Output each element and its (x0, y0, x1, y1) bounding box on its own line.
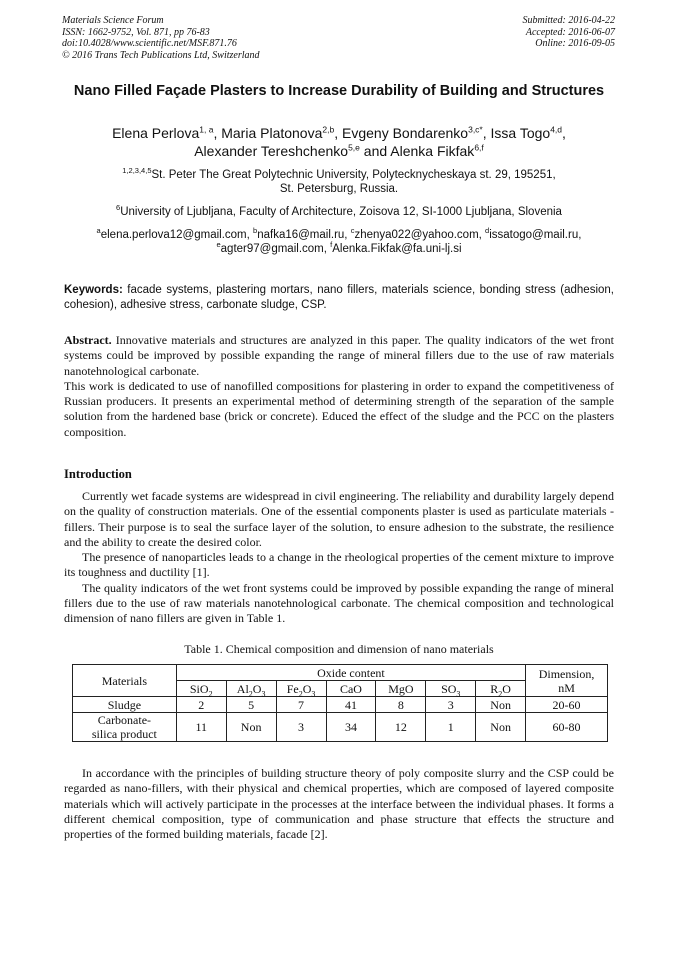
introduction-body (64, 489, 614, 627)
table-cell: 5 (226, 697, 276, 713)
oxide-header (226, 681, 276, 697)
table-cell: 11 (176, 713, 226, 742)
author-name: Alenka Fikfak (390, 143, 475, 159)
oxide-header (476, 681, 526, 697)
email-sup: e (216, 240, 221, 250)
email-address[interactable]: nafka16@mail.ru, (257, 229, 351, 241)
author-sep: and (359, 143, 391, 159)
formula-part: O (302, 681, 312, 696)
author-sup: 2,b (322, 124, 335, 135)
data-table (72, 664, 608, 742)
table-cell: 2 (176, 697, 226, 713)
header-dimension-unit: nM (558, 680, 575, 695)
journal-info (62, 15, 260, 61)
author (221, 125, 342, 141)
formula-part: SO (441, 681, 457, 696)
email-address[interactable]: issatogo@mail.ru, (489, 229, 582, 241)
formula-sub: 3 (311, 688, 316, 698)
author-list (40, 124, 638, 160)
author-sep: , (482, 125, 491, 141)
abstract-label: Abstract. (64, 333, 112, 347)
author-sep: , (213, 125, 222, 141)
keywords (64, 283, 614, 312)
table-cell: 41 (326, 697, 376, 713)
author (491, 125, 566, 141)
author-sup: 3,c* (468, 124, 483, 135)
abstract-paragraph (64, 333, 614, 379)
oxide-header (276, 681, 326, 697)
email-address[interactable]: elena.perlova12@gmail.com, (100, 229, 254, 241)
dates-info (523, 15, 616, 50)
formula-sub: 2 (498, 688, 503, 698)
email-sup: b (253, 226, 258, 236)
issn-line: ISSN: 1662-9752, Vol. 871, pp 76-83 (62, 26, 210, 38)
author (194, 143, 390, 159)
after-table-body (64, 766, 614, 842)
author-name: Issa Togo (490, 125, 551, 141)
affiliation-sup: 6 (116, 203, 121, 213)
paragraph: In accordance with the principles of building structure theory of poly composite slurry and the CSP could be regarded as nano-fillers, with their physical and chemical properties, which are composed of layered composite materials which will actively participate in the processes at the interface between the individual phases. It forms a different chemical composition, type of communication and phase structure that effects the structure and properties of the formed building materials, facade [2]. (64, 766, 614, 842)
affiliation-text: St. Petersburg, Russia. (279, 183, 399, 195)
formula-sub: 2 (248, 688, 253, 698)
formula-part: CaO (339, 681, 362, 696)
author (112, 125, 221, 141)
table-cell: 12 (376, 713, 426, 742)
email-address[interactable]: agter97@gmail.com, (220, 243, 331, 255)
section-heading: Introduction (64, 467, 132, 481)
author (390, 143, 484, 159)
header-materials: Materials (73, 665, 177, 697)
table-cell: Non (476, 713, 526, 742)
author-name: Maria Platonova (221, 125, 323, 141)
oxide-header (326, 681, 376, 697)
email-sup: f (330, 240, 333, 250)
material-line: silica product (91, 727, 157, 741)
table-cell: Non (476, 697, 526, 713)
author-name: Elena Perlova (112, 125, 200, 141)
affiliation-text: University of Ljubljana, Faculty of Architecture, Zoisova 12, SI-1000 Ljubljana, Slovenia (120, 206, 562, 218)
formula-part: MgO (388, 681, 414, 696)
author-sup: 5,e (348, 142, 360, 153)
email-address[interactable]: Alenka.Fikfak@fa.uni-lj.si (332, 243, 462, 255)
formula-part: Al (236, 681, 249, 696)
abstract-paragraph: This work is dedicated to use of nanofilled compositions for plastering in order to expand the competitiveness of Russian producers. It presents an experimental method of determining strength of the separation of the sample solution from the hardened base (brick or concrete). Educed the effect of the sludge and the PCC on the plasters composition. (64, 378, 614, 439)
author-sep: , (334, 125, 342, 141)
author-sup: 4,d (550, 124, 563, 135)
author-sup: 6,f (474, 142, 484, 153)
table-row (73, 713, 608, 742)
copyright-line: © 2016 Trans Tech Publications Ltd, Switzerland (62, 49, 260, 61)
paragraph: The quality indicators of the wet front systems could be improved by possible expanding the range of mineral fillers due to the use of raw materials nanotehnological carbonate. The chemical composition and technological dimension of nano fillers are given in Table 1. (64, 580, 614, 626)
paragraph: The presence of nanoparticles leads to a change in the rheological properties of the cement mixture to improve its toughness and ductility [1]. (64, 550, 614, 580)
table-cell: Non (226, 713, 276, 742)
affiliation-sup: 1,2,3,4,5 (122, 166, 152, 176)
email-sup: c (350, 226, 355, 236)
email-list (70, 228, 608, 256)
affiliation-1 (70, 168, 608, 196)
table-header-row (73, 665, 608, 681)
email-sup: a (96, 226, 101, 236)
table-caption: Table 1. Chemical composition and dimension of nano materials (184, 642, 494, 656)
paper-title: Nano Filled Façade Plasters to Increase Durability of Building and Structures (73, 83, 605, 99)
online-date: Online: 2016-09-05 (535, 38, 615, 49)
material-cell: Sludge (73, 697, 177, 713)
journal-name: Materials Science Forum (62, 15, 164, 26)
author (342, 125, 491, 141)
table-cell: 3 (276, 713, 326, 742)
oxide-header (176, 681, 226, 697)
formula-part: Fe (286, 681, 299, 696)
formula-sub: 2 (208, 688, 213, 698)
formula-sub: 3 (261, 688, 266, 698)
formula-part: O (252, 681, 262, 696)
dimension-cell: 60-80 (526, 713, 608, 742)
formula-part: R (490, 681, 499, 696)
formula-sub: 2 (298, 688, 303, 698)
formula-part: O (502, 681, 511, 696)
oxide-header (376, 681, 426, 697)
header-oxide-content: Oxide content (176, 665, 525, 681)
table-cell: 34 (326, 713, 376, 742)
header-dimension-line: Dimension, (538, 666, 595, 681)
author-name: Alexander Tereshchenko (194, 143, 349, 159)
keywords-label: Keywords: (64, 284, 123, 296)
table-cell: 1 (426, 713, 476, 742)
doi-line[interactable]: doi:10.4028/www.scientific.net/MSF.871.76 (62, 38, 237, 49)
table-row (73, 697, 608, 713)
formula-part: SiO (189, 681, 209, 696)
accepted-date: Accepted: 2016-06-07 (525, 26, 615, 38)
table-cell: 7 (276, 697, 326, 713)
material-cell (73, 713, 177, 742)
dimension-cell: 20-60 (526, 697, 608, 713)
oxide-header (426, 681, 476, 697)
table-cell: 8 (376, 697, 426, 713)
email-sup: d (485, 226, 490, 236)
abstract (64, 333, 614, 440)
keywords-text: facade systems, plastering mortars, nano fillers, materials science, bonding stress (adhesion, cohesion), adhesive stress, carbonate sludge, CSP. (64, 284, 614, 311)
submitted-date: Submitted: 2016-04-22 (522, 15, 615, 26)
formula-sub: 3 (456, 688, 461, 698)
table-cell: 3 (426, 697, 476, 713)
author-name: Evgeny Bondarenko (342, 125, 469, 141)
affiliation-2 (70, 205, 608, 219)
paragraph: Currently wet facade systems are widespread in civil engineering. The reliability and durability largely depend on the quality of construction materials. One of the essential components plaster is used as particulate materials - fillers. Their purpose is to seal the surface layer of the solution, to ensure adhesion to the substrate, the resilience and the ability to create the desired color. (64, 489, 614, 549)
author-sep: , (562, 125, 566, 141)
abstract-text: Innovative materials and structures are analyzed in this paper. The quality indicators of the wet front systems could be improved by possible expanding the range of mineral fillers due to the use of raw materials nanotehnological carbonate. (64, 333, 614, 378)
material-line: Carbonate- (97, 713, 152, 727)
header-dimension (526, 665, 608, 697)
affiliation-text: St. Peter The Great Polytechnic University, Polytecknycheskaya st. 29, 195251, (151, 169, 556, 181)
author-sup: 1, a (199, 124, 214, 135)
email-address[interactable]: zhenya022@yahoo.com, (354, 229, 486, 241)
